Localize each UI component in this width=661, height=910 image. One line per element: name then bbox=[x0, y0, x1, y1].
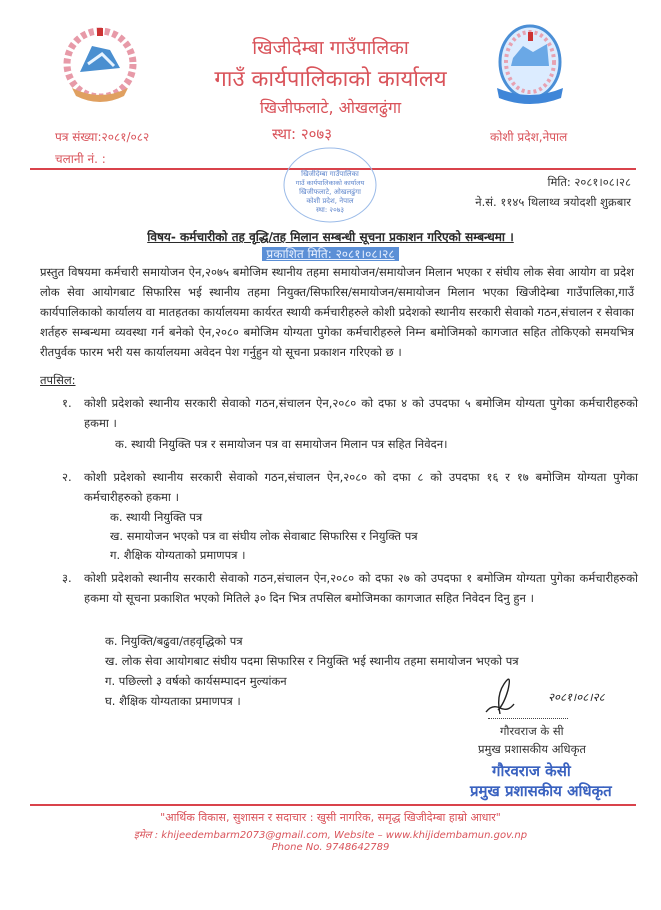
published-date bbox=[0, 245, 661, 262]
sub-item: ख. समायोजन भएको पत्र वा संघीय लोक सेवाबाट सिफारिस र नियुक्ति पत्र bbox=[110, 529, 418, 543]
established-year: स्था: २०७३ bbox=[272, 125, 333, 143]
sub-item: क. नियुक्ति/बढुवा/तहवृद्धिको पत्र bbox=[105, 634, 243, 648]
stamp-line: गाउँ कार्यपालिकाको कार्यालय bbox=[295, 179, 365, 187]
detail-item-2 bbox=[62, 467, 638, 507]
item-number: ३. bbox=[62, 571, 72, 585]
handwritten-signature bbox=[470, 672, 550, 716]
letter-number: पत्र संख्या:२०८१/०८२ bbox=[55, 130, 150, 144]
sub-item: क. स्थायी नियुक्ति पत्र र समायोजन पत्र वा समायोजन मिलान पत्र सहित निवेदन। bbox=[115, 437, 448, 451]
signatory-title: प्रमुख प्रशासकीय अधिकृत bbox=[478, 742, 586, 756]
office-name: गाउँ कार्यपालिकाको कार्यालय bbox=[214, 67, 447, 92]
nepal-sambat-date: ने.सं. ११४५ थिलाथ्व त्रयोदशी शुक्रबार bbox=[475, 195, 631, 209]
subject-text: विषय- कर्मचारीको तह वृद्धि/तह मिलान सम्बन्धी सूचना प्रकाशन गरिएको सम्बन्धमा । bbox=[147, 230, 514, 244]
office-round-stamp bbox=[282, 146, 378, 224]
letter-date: मिति: २०८१।०८।२८ bbox=[547, 175, 631, 189]
sub-item: ग. पछिल्लो ३ वर्षको कार्यसम्पादन मुल्यांकन bbox=[105, 674, 287, 688]
sub-item: ख. लोक सेवा आयोगबाट संघीय पदमा सिफारिस र नियुक्ति भई स्थानीय तहमा समायोजन भएको पत्र bbox=[105, 654, 519, 668]
notice-body: प्रस्तुत विषयमा कर्मचारी समायोजन ऐन,२०७५ बमोजिम स्थानीय तहमा समायोजन/समायोजन मिलान भएका र संघीय लोक सेवा आयोग वा प्रदेश लोक सेवा आयोगबाट सिफारिस भई स्थानीय तहमा नियुक्त/सिफारिस/समायोजन/समायोजन मिलान भएका खिजीदेम्बा गाउँपालिका,गाउँ कार्यपालिकाको कार्यालय वा मातहतका कार्यालयमा कार्यरत स्थायी कर्मचारीहरुले कोशी प्रदेशको स्थानीय सरकारी सेवाको गठन,संचालन र सेवाका शर्तहरु सम्बन्धमा व्यवस्था गर्न बनेको ऐन,२०८० बमोजिम योग्यता पुगेका कर्मचारीहरुले निम्न बमोजिमको कागजात सहित तोकिएको समयभित्र रीतपुर्वक फारम भरी यस कार्यालयमा अवेदन पेश गर्नुहुन यो सूचना प्रकाशन गरिएको छ । bbox=[40, 265, 634, 359]
stamp-line: खिजीफलाटे, ओखलढुंगा bbox=[299, 188, 361, 196]
detail-item-1 bbox=[62, 393, 638, 433]
item-text: कोशी प्रदेशको स्थानीय सरकारी सेवाको गठन,संचालन ऐन,२०८० को दफा ४ को उपदफा ५ बमोजिम योग्यता पुगेका कर्मचारीहरुको हकमा । bbox=[84, 396, 638, 430]
municipality-name: खिजीदेम्बा गाउँपालिका bbox=[252, 37, 409, 59]
item-number: १. bbox=[62, 396, 72, 410]
footer-contact: इमेल : khijeedembarm2073@gmail.com, Website – www.khijidembamun.gov.np bbox=[133, 830, 528, 841]
item-number: २. bbox=[62, 470, 72, 484]
signatory-stamp-title: प्रमुख प्रशासकीय अधिकृत bbox=[470, 782, 612, 800]
signature-date: २०८१।०८।२८ bbox=[548, 690, 605, 704]
subject-line bbox=[0, 228, 661, 245]
footer-phone: Phone No. 9748642789 bbox=[271, 842, 390, 853]
item-text: कोशी प्रदेशको स्थानीय सरकारी सेवाको गठन,संचालन ऐन,२०८० को दफा २७ को उपदफा १ बमोजिम योग्यता पुगेका कर्मचारीहरुको हकमा यो सूचना प्रकाशित भएको मितिले ३० दिन भित्र तपसिल बमोजिमका कागजात सहित निवेदन दिनु हुन । bbox=[84, 571, 638, 605]
published-date-text: प्रकाशित मिति: २०८१।०८।२८ bbox=[262, 247, 398, 261]
details-heading: तपसिल: bbox=[40, 373, 76, 387]
sub-item: घ. शैक्षिक योग्यताका प्रमाणपत्र । bbox=[105, 694, 241, 708]
signatory-name: गौरवराज के सी bbox=[500, 724, 564, 738]
item-text: कोशी प्रदेशको स्थानीय सरकारी सेवाको गठन,संचालन ऐन,२०८० को दफा ८ को उपदफा १६ र १७ बमोजिम योग्यता पुगेका कर्मचारीहरुको हकमा । bbox=[84, 470, 638, 504]
dispatch-number: चलानी नं. : bbox=[55, 152, 106, 166]
stamp-line: कोशी प्रदेश, नेपाल bbox=[306, 197, 354, 205]
office-address: खिजीफलाटे, ओखलढुंगा bbox=[259, 98, 402, 117]
stamp-line: स्था: २०७३ bbox=[315, 206, 344, 214]
footer-divider bbox=[30, 804, 636, 806]
signature-line bbox=[488, 718, 568, 719]
sub-item: ग. शैक्षिक योग्यताको प्रमाणपत्र । bbox=[110, 548, 246, 562]
detail-item-3 bbox=[62, 568, 638, 608]
province-label: कोशी प्रदेश,नेपाल bbox=[490, 130, 568, 144]
stamp-line: खिजीदेम्बा गाउँपालिका bbox=[301, 170, 359, 178]
signatory-stamp-name: गौरवराज केसी bbox=[492, 762, 571, 780]
footer-slogan: "आर्थिक विकास, सुशासन र सदाचार : खुसी नागरिक, समृद्ध खिजीदेम्बा हाम्रो आधार" bbox=[160, 811, 501, 824]
sub-item: क. स्थायी नियुक्ति पत्र bbox=[110, 510, 203, 524]
